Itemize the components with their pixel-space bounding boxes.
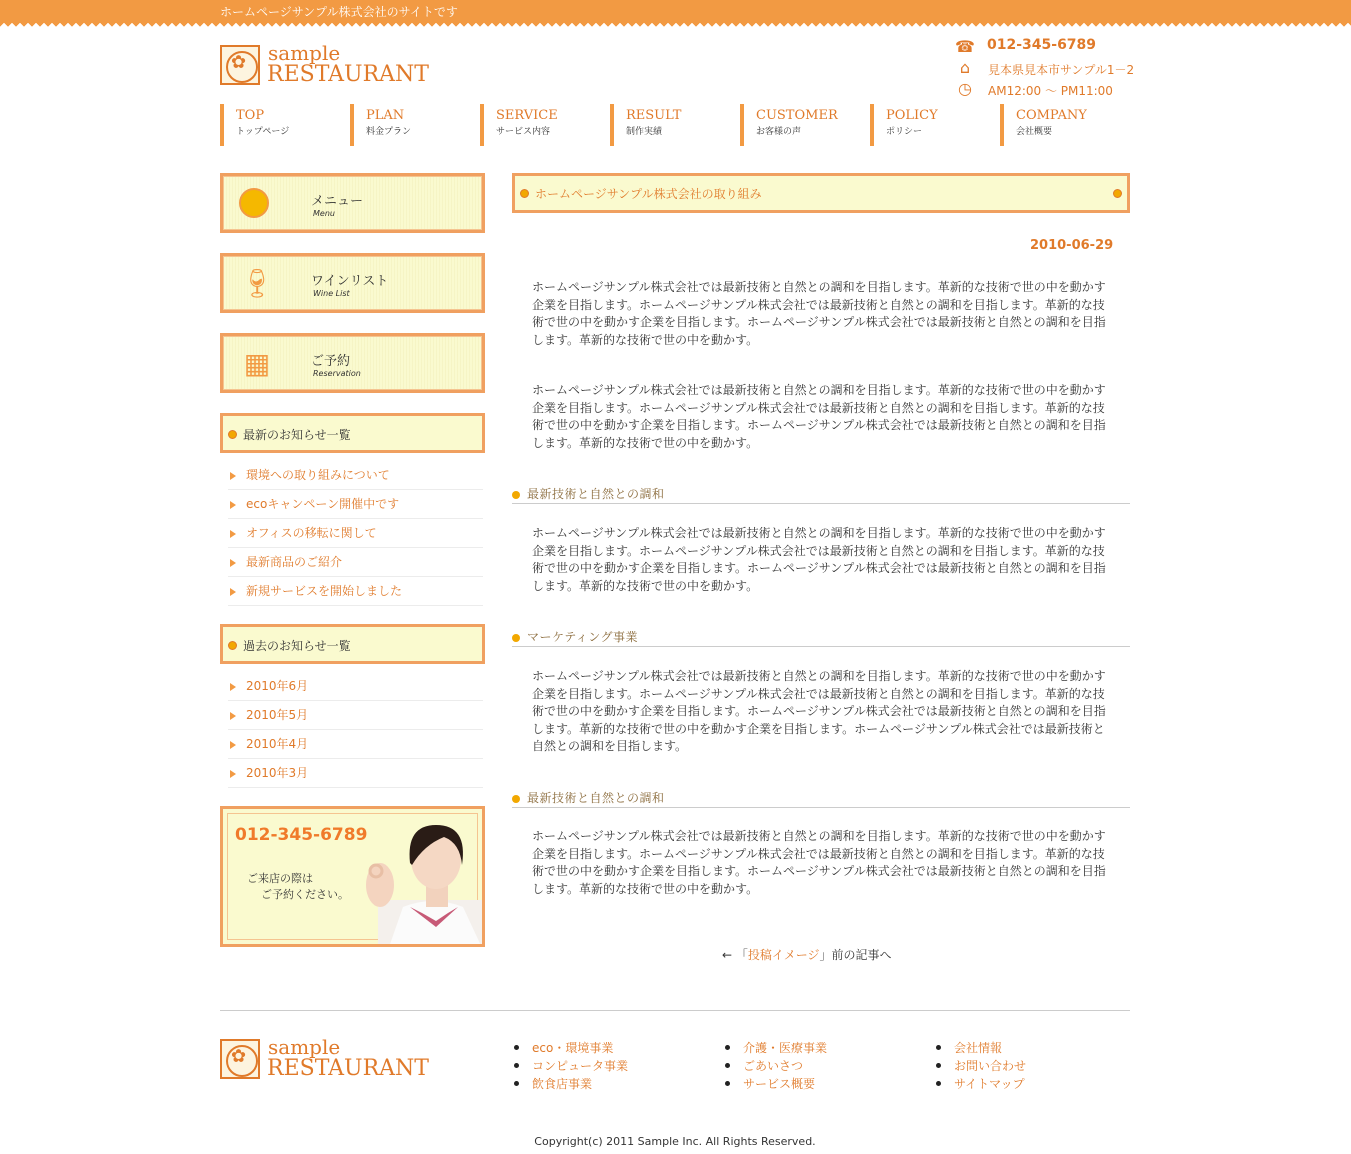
nav-label-ja: お客様の声	[756, 127, 802, 137]
article-date: 2010-06-29	[1030, 238, 1114, 253]
bullet-dot-icon	[520, 189, 529, 198]
reservation-button[interactable]	[220, 333, 485, 393]
nav-customer[interactable]	[740, 104, 870, 146]
prev-suffix: 」前の記事へ	[819, 948, 892, 962]
latest-news-title: 最新のお知らせ一覧	[243, 428, 351, 442]
section-heading	[512, 789, 1130, 808]
reservation-banner[interactable]	[220, 806, 485, 947]
latest-news-heading	[220, 413, 485, 453]
list-item[interactable]: 2010年6月	[228, 672, 483, 701]
bullet-dot-icon	[228, 641, 237, 650]
section-heading-text: 最新技術と自然との調和	[527, 791, 665, 805]
article-paragraph: ホームページサンプル株式会社では最新技術と自然との調和を目指します。革新的な技術で世の中を動かす企業を目指します。ホームページサンプル株式会社では最新技術と自然との調和を目指します。革新的な技術で世の中を動かす企業を目指します。ホームページサンプル株式会社では最新技術と自然との調和を目指します。革新的な技術で世の中を動かす。	[532, 280, 1106, 347]
nav-label-en: PLAN	[366, 108, 405, 123]
section-heading	[512, 628, 1130, 647]
top-bar-border	[0, 22, 1351, 28]
menu-button-sublabel: Menu	[313, 209, 335, 218]
latest-news-list	[228, 461, 483, 606]
section-heading	[512, 485, 1130, 504]
bullet-dot-icon	[512, 634, 520, 642]
main-content	[512, 173, 1130, 962]
nav-result[interactable]	[610, 104, 740, 146]
article-paragraph: ホームページサンプル株式会社では最新技術と自然との調和を目指します。革新的な技術で世の中を動かす企業を目指します。ホームページサンプル株式会社では最新技術と自然との調和を目指します。革新的な技術で世の中を動かす企業を目指します。ホームページサンプル株式会社では最新技術と自然との調和を目指します。革新的な技術で世の中を動かす。	[532, 829, 1106, 896]
wine-glass-icon: 🍷︎	[239, 267, 275, 300]
section-heading-text: マーケティング事業	[527, 630, 639, 644]
footer-link[interactable]: サービス概要	[725, 1076, 925, 1094]
logo-line2: RESTAURANT	[267, 62, 429, 87]
wine-list-button[interactable]	[220, 253, 485, 313]
list-item[interactable]: 最新商品のご紹介	[228, 548, 483, 577]
list-item[interactable]: 2010年3月	[228, 759, 483, 788]
calendar-icon: ▦	[243, 347, 271, 380]
article-title: ホームページサンプル株式会社の取り組み	[535, 187, 762, 201]
nav-label-en: POLICY	[886, 108, 938, 123]
contact-tel: 012-345-6789	[987, 37, 1097, 53]
footer-link[interactable]: コンピュータ事業	[514, 1058, 714, 1076]
reservation-button-label: ご予約	[311, 354, 351, 369]
logo-line1: sample	[268, 41, 341, 65]
nav-label-ja: ポリシー	[886, 127, 923, 137]
nav-top[interactable]	[220, 104, 350, 146]
footer-link[interactable]: 会社情報	[936, 1040, 1136, 1058]
bullet-dot-icon	[512, 795, 520, 803]
nav-label-ja: トップページ	[236, 127, 290, 137]
article-paragraph: ホームページサンプル株式会社では最新技術と自然との調和を目指します。革新的な技術で世の中を動かす企業を目指します。ホームページサンプル株式会社では最新技術と自然との調和を目指します。革新的な技術で世の中を動かす企業を目指します。ホームページサンプル株式会社では最新技術と自然との調和を目指します。革新的な技術で世の中を動かす。	[532, 383, 1106, 450]
wine-list-button-label: ワインリスト	[311, 274, 389, 289]
phone-icon: ☎	[955, 37, 975, 56]
nav-label-ja: サービス内容	[496, 127, 551, 137]
bullet-dot-icon	[1113, 189, 1122, 198]
menu-button[interactable]	[220, 173, 485, 233]
section-heading-text: 最新技術と自然との調和	[527, 487, 665, 501]
list-item[interactable]: 環境への取り組みについて	[228, 461, 483, 490]
nav-label-en: CUSTOMER	[756, 108, 838, 123]
house-icon: ⌂	[959, 58, 971, 77]
logo-line1: sample	[268, 1035, 341, 1059]
nav-label-ja: 制作実績	[626, 127, 663, 137]
nav-label-en: RESULT	[626, 108, 682, 123]
nav-company[interactable]	[1000, 104, 1130, 146]
bullet-dot-icon	[512, 491, 520, 499]
list-item[interactable]: 2010年4月	[228, 730, 483, 759]
footer-link[interactable]: 介護・医療事業	[725, 1040, 925, 1058]
contact-address-row	[955, 58, 1135, 79]
past-news-title: 過去のお知らせ一覧	[243, 639, 351, 653]
logo-emblem-icon	[220, 1039, 260, 1079]
nav-policy[interactable]	[870, 104, 1000, 146]
prev-article-nav	[722, 946, 892, 963]
staff-photo	[348, 815, 485, 947]
menu-button-label: メニュー	[311, 194, 364, 209]
copyright: Copyright(c) 2011 Sample Inc. All Rights Reserved.	[534, 1135, 816, 1148]
footer-link[interactable]: お問い合わせ	[936, 1058, 1136, 1076]
top-bar	[0, 0, 1351, 22]
nav-plan[interactable]	[350, 104, 480, 146]
contact-hours-row	[955, 79, 1135, 100]
prev-prefix: ← 「	[722, 948, 748, 962]
footer-link[interactable]: ごあいさつ	[725, 1058, 925, 1076]
contact-address: 見本県見本市サンプル1－2	[988, 63, 1135, 77]
footer-links-col3	[936, 1040, 1136, 1094]
reservation-button-sublabel: Reservation	[313, 369, 361, 378]
site-logo[interactable]	[220, 41, 440, 87]
sidebar	[220, 173, 485, 947]
list-item[interactable]: 2010年5月	[228, 701, 483, 730]
past-news-list	[228, 672, 483, 788]
list-item[interactable]: オフィスの移転に関して	[228, 519, 483, 548]
banner-message-line1: ご来店の際は	[247, 872, 313, 885]
nav-label-en: COMPANY	[1016, 108, 1087, 123]
contact-hours: AM12:00 ～ PM11:00	[988, 84, 1113, 98]
nav-service[interactable]	[480, 104, 610, 146]
article-paragraph: ホームページサンプル株式会社では最新技術と自然との調和を目指します。革新的な技術で世の中を動かす企業を目指します。ホームページサンプル株式会社では最新技術と自然との調和を目指します。革新的な技術で世の中を動かす企業を目指します。ホームページサンプル株式会社では最新技術と自然との調和を目指します。革新的な技術で世の中を動かす。	[532, 526, 1106, 593]
banner-tel: 012-345-6789	[235, 825, 368, 845]
contact-tel-row	[955, 37, 1135, 58]
nav-label-en: SERVICE	[496, 108, 558, 123]
plate-icon	[239, 188, 269, 218]
header-contact	[955, 37, 1135, 100]
global-nav	[220, 104, 1130, 146]
footer-logo[interactable]	[220, 1035, 440, 1081]
banner-message-line2: ご予約ください。	[261, 888, 349, 901]
nav-label-en: TOP	[236, 108, 265, 123]
article-heading	[512, 173, 1130, 213]
list-item[interactable]: ecoキャンペーン開催中です	[228, 490, 483, 519]
nav-label-ja: 会社概要	[1016, 127, 1053, 137]
prev-article-link[interactable]: 投稿イメージ	[747, 948, 820, 962]
list-item[interactable]: 新規サービスを開始しました	[228, 577, 483, 606]
wine-list-button-sublabel: Wine List	[313, 289, 350, 298]
footer-link[interactable]: 飲食店事業	[514, 1076, 714, 1094]
footer-link[interactable]: サイトマップ	[936, 1076, 1136, 1094]
bullet-dot-icon	[228, 430, 237, 439]
logo-emblem-icon	[220, 45, 260, 85]
nav-label-ja: 料金プラン	[366, 127, 412, 137]
past-news-heading	[220, 624, 485, 664]
footer-links-col2	[725, 1040, 925, 1094]
top-bar-text: ホームページサンプル株式会社のサイトです	[220, 5, 458, 19]
clock-icon: ◷	[958, 79, 972, 98]
logo-line2: RESTAURANT	[267, 1056, 429, 1081]
article-paragraph: ホームページサンプル株式会社では最新技術と自然との調和を目指します。革新的な技術で世の中を動かす企業を目指します。ホームページサンプル株式会社では最新技術と自然との調和を目指します。革新的な技術で世の中を動かす企業を目指します。ホームページサンプル株式会社では最新技術と自然との調和を目指します。革新的な技術で世の中を動かす企業を目指します。ホームページサンプル株式会社では最新技術と自然との調和を目指します。	[532, 669, 1106, 754]
footer-divider	[220, 1010, 1130, 1011]
footer-link[interactable]: eco・環境事業	[514, 1040, 714, 1058]
footer-links-col1	[514, 1040, 714, 1094]
